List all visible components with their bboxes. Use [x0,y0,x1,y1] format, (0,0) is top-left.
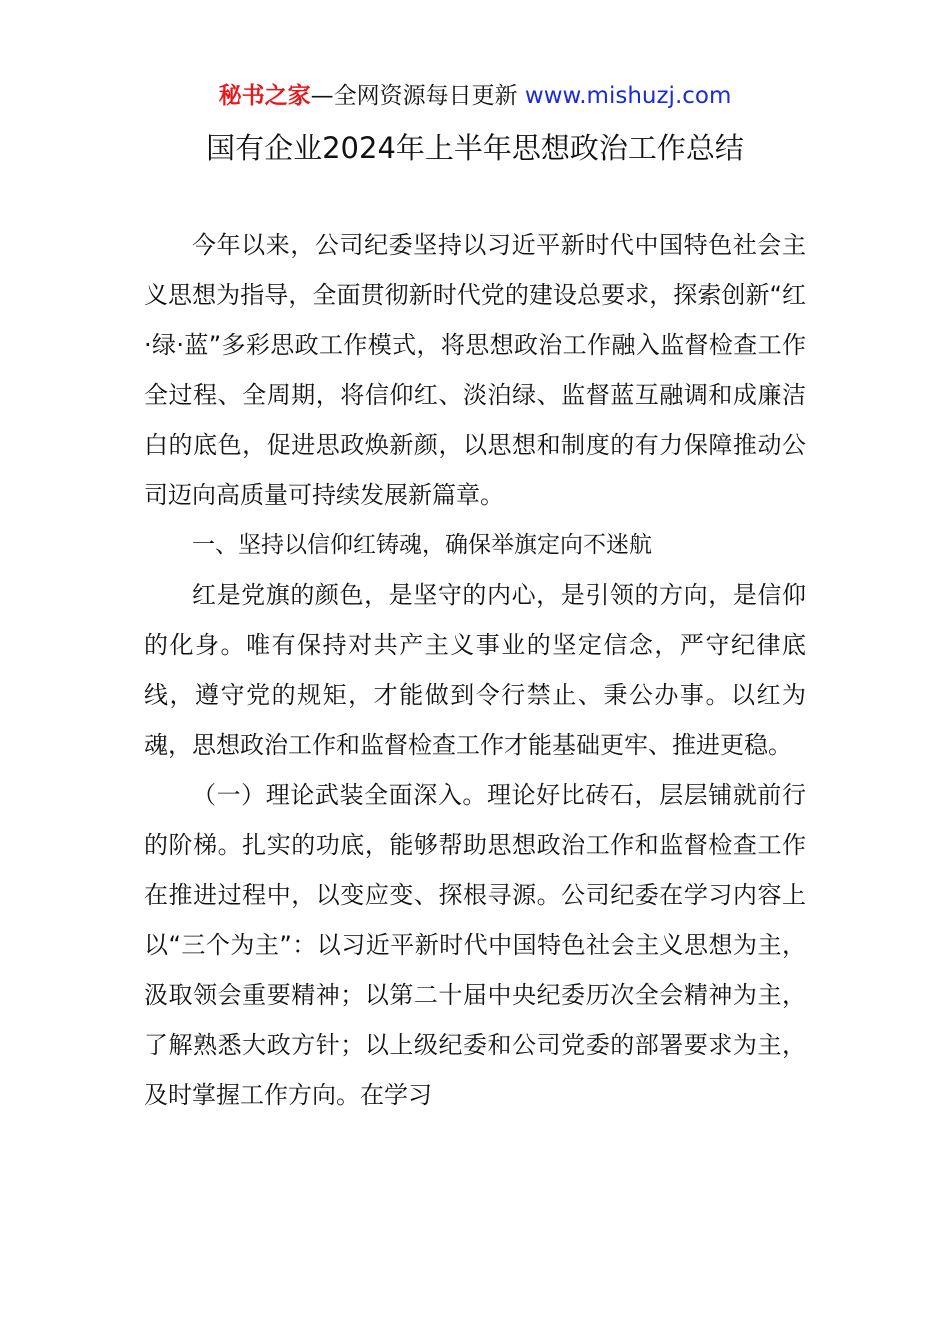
site-url-link[interactable]: www.mishuzj.com [524,83,732,109]
section-1-paragraph: 红是党旗的颜色，是坚守的内心，是引领的方向，是信仰的化身。唯有保持对共产主义事业的坚定信念，严守纪律底线，遵守党的规矩，才能做到令行禁止、秉公办事。以红为魂，思想政治工作和监督检查工作才能基础更牢、推进更稳。 [144,581,806,759]
site-name: 秘书之家 [218,83,311,109]
subsection-1-paragraph: （一）理论武装全面深入。理论好比砖石，层层铺就前行的阶梯。扎实的功底，能够帮助思想政治工作和监督检查工作在推进过程中，以变应变、探根寻源。公司纪委在学习内容上以“三个为主”：以习近平新时代中国特色社会主义思想为主，汲取领会重要精神；以第二十届中央纪委历次全会精神为主，了解熟悉大政方针；以上级纪委和公司党委的部署要求为主，及时掌握工作方向。在学习 [144,781,806,1109]
intro-paragraph: 今年以来，公司纪委坚持以习近平新时代中国特色社会主义思想为指导，全面贯彻新时代党的建设总要求，探索创新“红·绿·蓝”多彩思政工作模式，将思想政治工作融入监督检查工作全过程、全周期，将信仰红、淡泊绿、监督蓝互融调和成廉洁白的底色，促进思政焕新颜，以思想和制度的有力保障推动公司迈向高质量可持续发展新篇章。 [144,231,806,509]
site-tagline: 全网资源每日更新 [333,83,518,109]
section-heading-1: 一、坚持以信仰红铸魂，确保举旗定向不迷航 [192,532,652,558]
document-title: 国有企业2024年上半年思想政治工作总结 [206,131,744,165]
document-body [144,220,806,1120]
header-dash: — [310,83,334,109]
site-header [0,80,950,112]
